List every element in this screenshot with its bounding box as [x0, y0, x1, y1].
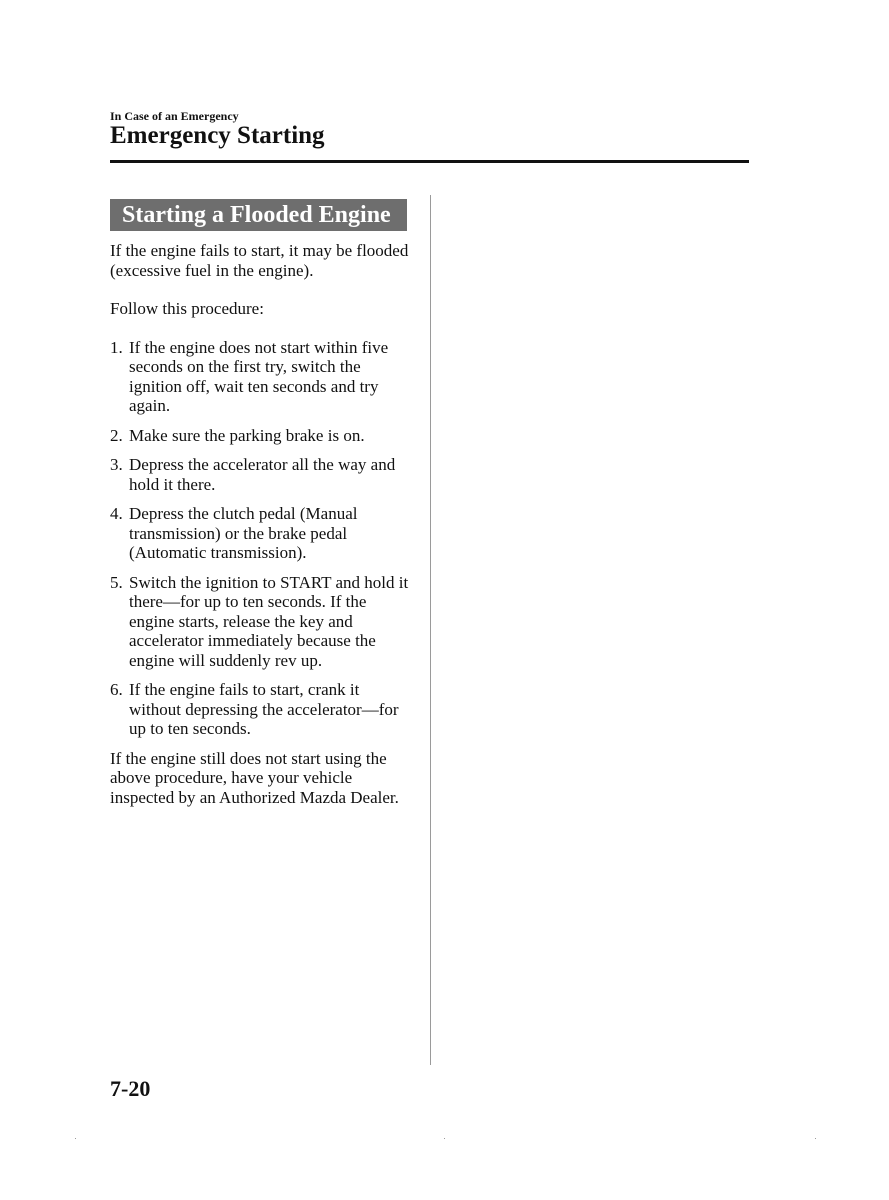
step-number: 3. — [110, 455, 123, 474]
step-number: 2. — [110, 425, 123, 445]
step-text: Depress the accelerator all the way and hold it there. — [129, 455, 396, 494]
column-divider — [430, 195, 431, 1065]
intro-paragraph: If the engine fails to start, it may be flooded (excessive fuel in the engine). — [110, 241, 409, 280]
page-number: 7-20 — [110, 1076, 151, 1101]
left-column — [110, 199, 410, 807]
step-number: 5. — [110, 572, 123, 592]
step-number: 6. — [110, 680, 123, 699]
section-heading: Starting a Flooded Engine — [110, 199, 407, 231]
section-label: In Case of an Emergency — [110, 109, 239, 123]
closing-paragraph: If the engine still does not start using the above procedure, have your vehicle inspected by an Authorized Mazda Dealer. — [110, 748, 399, 807]
step-number: 1. — [110, 337, 123, 357]
crop-mark — [444, 1138, 445, 1139]
step-item — [110, 426, 410, 446]
step-item — [110, 338, 410, 416]
step-item — [110, 680, 410, 739]
step-text: Make sure the parking brake is on. — [129, 425, 365, 445]
crop-mark — [815, 1138, 816, 1139]
title-rule — [110, 160, 749, 163]
page-title: Emergency Starting — [110, 122, 325, 149]
step-item — [110, 504, 410, 563]
step-item — [110, 573, 410, 671]
step-text: If the engine does not start within five seconds on the first try, switch the ignition off, wait ten seconds and try again. — [129, 337, 389, 415]
crop-mark — [75, 1138, 76, 1139]
step-text: Switch the ignition to START and hold it there—for up to ten seconds. If the engine starts, release the key and accelerator immediately because the engine will suddenly rev up. — [129, 572, 409, 670]
step-text: Depress the clutch pedal (Manual transmission) or the brake pedal (Automatic transmission). — [129, 504, 358, 562]
procedure-steps — [110, 338, 410, 739]
step-text: If the engine fails to start, crank it without depressing the accelerator—for up to ten seconds. — [129, 680, 399, 738]
step-item — [110, 455, 410, 494]
step-number: 4. — [110, 504, 123, 523]
procedure-lead: Follow this procedure: — [110, 299, 264, 318]
